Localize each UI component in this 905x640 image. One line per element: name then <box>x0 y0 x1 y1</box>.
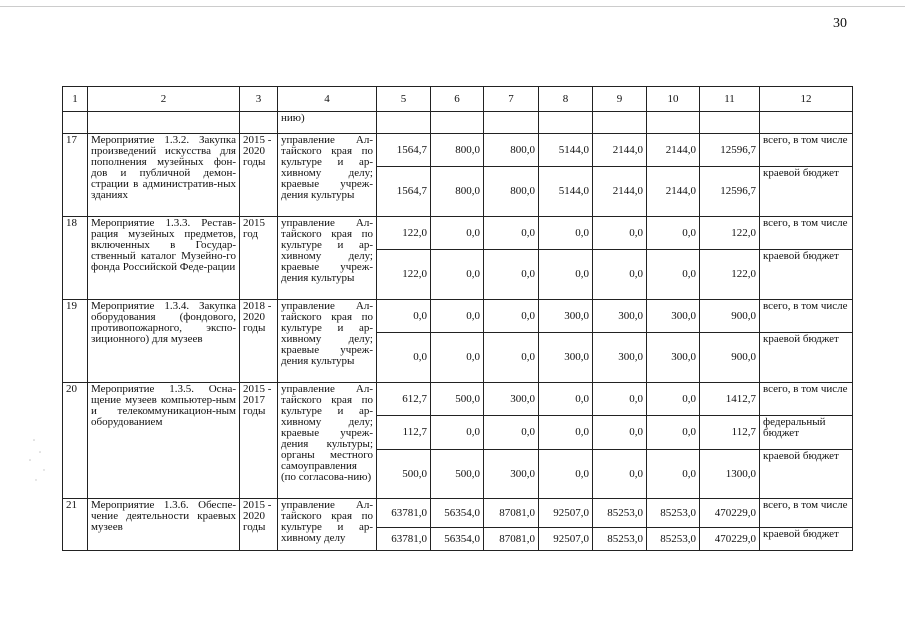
value-cell: 0,0 <box>539 250 593 300</box>
value-cell: 87081,0 <box>484 499 539 528</box>
funding-source: краевой бюджет <box>760 250 853 300</box>
value-cell: 92507,0 <box>539 499 593 528</box>
header-cell: 3 <box>240 87 278 112</box>
value-cell: 1412,7 <box>700 383 760 416</box>
value-cell: 300,0 <box>539 300 593 333</box>
funding-source: всего, в том числе <box>760 134 853 167</box>
value-cell: 5144,0 <box>539 134 593 167</box>
header-cell: 7 <box>484 87 539 112</box>
value-cell: 300,0 <box>484 383 539 416</box>
value-cell: 0,0 <box>377 300 431 333</box>
empty-cell <box>484 112 539 134</box>
header-row <box>63 87 853 112</box>
value-cell: 612,7 <box>377 383 431 416</box>
empty-cell <box>539 112 593 134</box>
value-cell: 300,0 <box>647 300 700 333</box>
empty-cell <box>240 112 278 134</box>
value-cell: 0,0 <box>484 217 539 250</box>
table-body <box>63 87 853 551</box>
header-cell: 1 <box>63 87 88 112</box>
executor: управление Ал-тайского края по культуре и ар-хивному делу; краевые учреж-дения культуры <box>278 134 377 217</box>
header-cell: 9 <box>593 87 647 112</box>
value-cell: 0,0 <box>539 383 593 416</box>
table-row <box>63 300 853 333</box>
empty-cell <box>700 112 760 134</box>
empty-cell <box>647 112 700 134</box>
value-cell: 0,0 <box>484 333 539 383</box>
value-cell: 87081,0 <box>484 528 539 551</box>
value-cell: 500,0 <box>431 383 484 416</box>
period: 2015 - 2020 годы <box>240 499 278 551</box>
value-cell: 0,0 <box>647 416 700 450</box>
value-cell: 0,0 <box>647 217 700 250</box>
value-cell: 800,0 <box>431 167 484 217</box>
value-cell: 470229,0 <box>700 499 760 528</box>
measure-name: Мероприятие 1.3.4. Закупка оборудования (фондового, противопожарного, экспо-зиционного) для музеев <box>88 300 240 383</box>
executor: управление Ал-тайского края по культуре и ар-хивному делу; краевые учреж-дения культуры <box>278 217 377 300</box>
value-cell: 300,0 <box>593 300 647 333</box>
funding-source: федеральный бюджет <box>760 416 853 450</box>
value-cell: 0,0 <box>431 250 484 300</box>
value-cell: 122,0 <box>700 250 760 300</box>
period: 2018 - 2020 годы <box>240 300 278 383</box>
value-cell: 85253,0 <box>647 528 700 551</box>
row-number: 17 <box>63 134 88 217</box>
value-cell: 500,0 <box>377 450 431 499</box>
empty-cell <box>88 112 240 134</box>
value-cell: 300,0 <box>484 450 539 499</box>
funding-source: всего, в том числе <box>760 499 853 528</box>
value-cell: 0,0 <box>539 450 593 499</box>
value-cell: 800,0 <box>484 134 539 167</box>
value-cell: 0,0 <box>539 217 593 250</box>
value-cell: 0,0 <box>593 217 647 250</box>
executor: управление Ал-тайского края по культуре и ар-хивному делу; краевые учреж-дения культуры; органы местного самоуправления (по согласова-нию) <box>278 383 377 499</box>
value-cell: 63781,0 <box>377 499 431 528</box>
funding-source: краевой бюджет <box>760 333 853 383</box>
value-cell: 122,0 <box>377 217 431 250</box>
value-cell: 1564,7 <box>377 167 431 217</box>
empty-cell <box>760 112 853 134</box>
header-cell: 10 <box>647 87 700 112</box>
executor: управление Ал-тайского края по культуре и ар-хивному делу; краевые учреж-дения культуры <box>278 300 377 383</box>
header-cell: 8 <box>539 87 593 112</box>
value-cell: 0,0 <box>377 333 431 383</box>
row-number: 18 <box>63 217 88 300</box>
value-cell: 85253,0 <box>647 499 700 528</box>
value-cell: 0,0 <box>647 450 700 499</box>
value-cell: 5144,0 <box>539 167 593 217</box>
continuation-text: нию) <box>278 112 377 134</box>
page-number: 30 <box>833 16 847 31</box>
measure-name: Мероприятие 1.3.5. Осна-щение музеев компьютер-ным и телекоммуникацион-ным оборудованием <box>88 383 240 499</box>
funding-source: всего, в том числе <box>760 383 853 416</box>
period: 2015 год <box>240 217 278 300</box>
value-cell: 0,0 <box>539 416 593 450</box>
table-row <box>63 383 853 416</box>
value-cell: 0,0 <box>593 250 647 300</box>
header-cell: 2 <box>88 87 240 112</box>
table-row <box>63 134 853 167</box>
value-cell: 800,0 <box>484 167 539 217</box>
value-cell: 12596,7 <box>700 167 760 217</box>
value-cell: 56354,0 <box>431 499 484 528</box>
row-number: 21 <box>63 499 88 551</box>
row-number: 19 <box>63 300 88 383</box>
funding-source: краевой бюджет <box>760 450 853 499</box>
value-cell: 85253,0 <box>593 499 647 528</box>
header-cell: 5 <box>377 87 431 112</box>
scan-speck-decoration <box>22 430 52 490</box>
table-row <box>63 499 853 528</box>
value-cell: 56354,0 <box>431 528 484 551</box>
value-cell: 300,0 <box>647 333 700 383</box>
value-cell: 0,0 <box>484 300 539 333</box>
value-cell: 300,0 <box>593 333 647 383</box>
row-number: 20 <box>63 383 88 499</box>
value-cell: 0,0 <box>484 416 539 450</box>
budget-table <box>62 86 853 551</box>
value-cell: 2144,0 <box>593 167 647 217</box>
value-cell: 2144,0 <box>647 134 700 167</box>
measure-name: Мероприятие 1.3.2. Закупка произведений искусства для пополнения музейных фон-дов и публичной демон-страции в административ-ных зданиях <box>88 134 240 217</box>
value-cell: 112,7 <box>377 416 431 450</box>
period: 2015 - 2020 годы <box>240 134 278 217</box>
value-cell: 2144,0 <box>647 167 700 217</box>
measure-name: Мероприятие 1.3.3. Рестав-рация музейных предметов, включенных в Государ-ственный каталог Музейно-го фонда Российской Феде-рации <box>88 217 240 300</box>
funding-source: всего, в том числе <box>760 300 853 333</box>
empty-cell <box>431 112 484 134</box>
continuation-row <box>63 112 853 134</box>
value-cell: 470229,0 <box>700 528 760 551</box>
funding-source: всего, в том числе <box>760 217 853 250</box>
value-cell: 0,0 <box>431 333 484 383</box>
value-cell: 122,0 <box>377 250 431 300</box>
value-cell: 0,0 <box>593 450 647 499</box>
value-cell: 1300,0 <box>700 450 760 499</box>
header-cell: 4 <box>278 87 377 112</box>
value-cell: 900,0 <box>700 333 760 383</box>
value-cell: 0,0 <box>647 250 700 300</box>
header-cell: 11 <box>700 87 760 112</box>
value-cell: 122,0 <box>700 217 760 250</box>
empty-cell <box>377 112 431 134</box>
value-cell: 0,0 <box>593 416 647 450</box>
empty-cell <box>63 112 88 134</box>
measure-name: Мероприятие 1.3.6. Обеспе-чение деятельности краевых музеев <box>88 499 240 551</box>
value-cell: 300,0 <box>539 333 593 383</box>
header-cell: 12 <box>760 87 853 112</box>
value-cell: 500,0 <box>431 450 484 499</box>
value-cell: 0,0 <box>593 383 647 416</box>
executor: управление Ал-тайского края по культуре и ар-хивному делу <box>278 499 377 551</box>
value-cell: 0,0 <box>647 383 700 416</box>
value-cell: 92507,0 <box>539 528 593 551</box>
value-cell: 85253,0 <box>593 528 647 551</box>
table-row <box>63 217 853 250</box>
value-cell: 800,0 <box>431 134 484 167</box>
value-cell: 12596,7 <box>700 134 760 167</box>
value-cell: 63781,0 <box>377 528 431 551</box>
value-cell: 112,7 <box>700 416 760 450</box>
funding-source: краевой бюджет <box>760 528 853 551</box>
value-cell: 1564,7 <box>377 134 431 167</box>
header-cell: 6 <box>431 87 484 112</box>
scan-top-edge <box>0 6 905 7</box>
value-cell: 0,0 <box>431 300 484 333</box>
funding-source: краевой бюджет <box>760 167 853 217</box>
empty-cell <box>593 112 647 134</box>
value-cell: 900,0 <box>700 300 760 333</box>
value-cell: 0,0 <box>431 217 484 250</box>
value-cell: 0,0 <box>484 250 539 300</box>
period: 2015 - 2017 годы <box>240 383 278 499</box>
value-cell: 2144,0 <box>593 134 647 167</box>
value-cell: 0,0 <box>431 416 484 450</box>
